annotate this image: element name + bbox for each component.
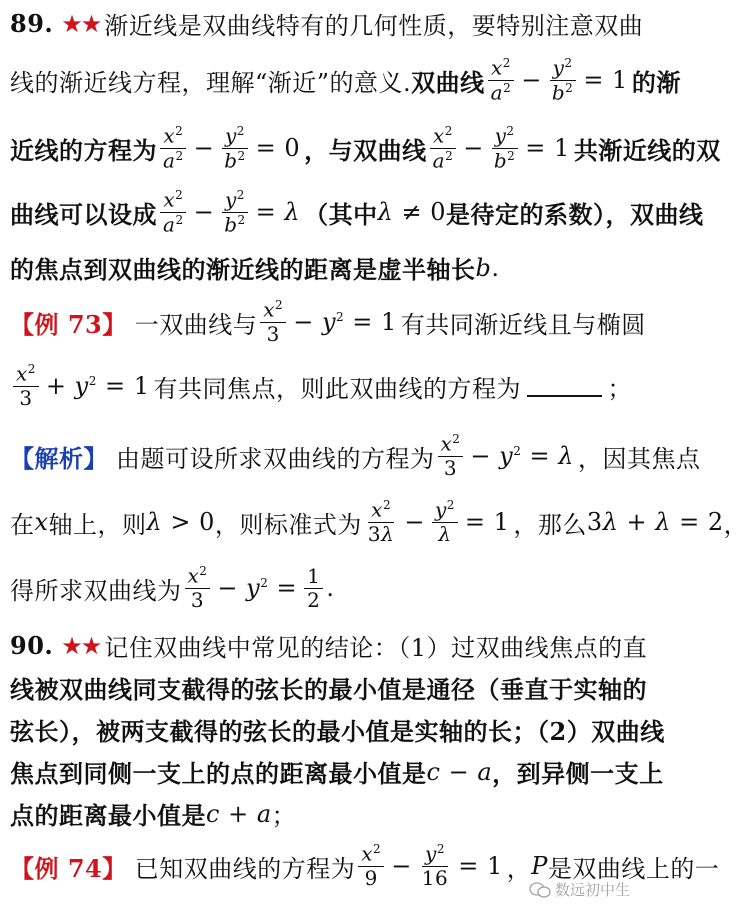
example-74-line-1: 【例 74】 已知双曲线的方程为 $\frac{x^2}{9}$ − $\frac{y^2}{16}$ = 1 ， P 是双曲线上的一 xyxy=(10,841,720,890)
text: b xyxy=(475,253,492,282)
text: ，那么 xyxy=(513,510,587,539)
item-89-line-5 xyxy=(10,250,632,285)
solution-tag: 【解析】 xyxy=(10,443,108,473)
text: 曲线可以设成 xyxy=(10,199,157,229)
fraction: $\frac{y^2}{b^2}$ xyxy=(491,125,518,171)
text: 线的渐近线方程，理解“渐近”的意义. xyxy=(10,68,412,97)
fraction: $\frac{x^2}{a^2}$ xyxy=(160,125,187,171)
fraction: $\frac{x^2}{3}$ xyxy=(13,363,39,409)
text: ； xyxy=(607,374,632,403)
example-tag: 【例 73】 xyxy=(10,309,127,339)
text: 点的距离最小值是 xyxy=(10,801,206,830)
text: 焦点到同侧一支上的点的距离最小值是 xyxy=(10,759,427,788)
fraction: $\frac{x^2}{3}$ xyxy=(438,433,464,479)
item-90-line-2 xyxy=(10,670,647,705)
item-89-line-1 xyxy=(10,6,644,41)
text: ，到异侧一支上 xyxy=(492,759,664,788)
text: 的焦点到双曲线的渐近线的距离是虚半轴长 xyxy=(10,255,476,284)
text: x xyxy=(34,508,49,536)
star-rating-icon: ★★ xyxy=(61,631,101,660)
star-rating-icon: ★★ xyxy=(61,9,101,38)
watermark-text: 数远初中生 xyxy=(554,881,630,899)
answer-blank xyxy=(527,375,601,397)
fraction: $\frac{y^2}{b^2}$ xyxy=(549,57,576,103)
fraction: $\frac{1}{2}$ xyxy=(304,566,323,611)
text: ； xyxy=(271,802,297,830)
fraction: $\frac{x^2}{9}$ xyxy=(358,843,384,889)
text: 记住双曲线中常见的结论：（1）过双曲线焦点的直 xyxy=(104,634,648,662)
fraction: $\frac{y^2}{\lambda}$ xyxy=(432,499,458,545)
item-89-line-2: 线的渐近线方程，理解“渐近”的意义. 双曲线 $\frac{x^2}{a^2}$ − $\frac{y^2}{b^2}$ = 1 的渐 xyxy=(10,55,681,105)
item-number: 89. xyxy=(10,9,54,38)
fraction: $\frac{x^2}{a^2}$ xyxy=(430,125,457,171)
text: 在 xyxy=(10,510,35,539)
item-90-line-1 xyxy=(10,628,648,663)
text: 是待定的系数），双曲线 xyxy=(445,199,704,229)
text: 轴上，则 xyxy=(48,510,147,539)
text: ，则标准式为 xyxy=(214,510,362,539)
item-89-line-3: 近线的方程为 $\frac{x^2}{a^2}$ − $\frac{y^2}{b^2}$ = 0 ，与双曲线 $\frac{x^2}{a^2}$ − $\frac{y^2}{b^2}$ = 1 共渐近线的双 xyxy=(10,123,721,173)
text: 的渐 xyxy=(631,67,681,97)
text: 已知双曲线的方程为 xyxy=(134,854,356,883)
text: （其中 xyxy=(304,199,378,229)
text: 弦长），被两支截得的弦长的最小值是实轴的长；（2）双曲线 xyxy=(10,717,665,746)
fraction: $\frac{x^2}{a^2}$ xyxy=(160,189,187,235)
text: 共渐近线的双 xyxy=(573,135,721,165)
watermark xyxy=(529,879,630,900)
item-90-line-5: 点的距离最小值是 c + a ； xyxy=(10,796,632,831)
fraction: $\frac{x^2}{a^2}$ xyxy=(488,57,515,103)
text: P xyxy=(531,852,548,880)
text: 近线的方程为 xyxy=(10,135,157,165)
text: 线被双曲线同支截得的弦长的最小值是通径（垂直于实轴的 xyxy=(10,675,647,704)
item-number: 90. xyxy=(10,631,54,660)
example-73-line-2: $\frac{x^2}{3}$ + $y^2 = 1$ 有共同焦点，则此双曲线的方程为 ； xyxy=(10,356,632,416)
item-89-line-4: 曲线可以设成 $\frac{x^2}{a^2}$ − $\frac{y^2}{b^2}$ = λ （其中 λ ≠ 0 是待定的系数），双曲线 xyxy=(10,187,704,237)
solution-73-line-3: 得所求双曲线为 $\frac{x^2}{3}$ − $y^2$ = $\frac{1}{2}$ . xyxy=(10,563,335,612)
text: . xyxy=(326,574,335,602)
fraction: $\frac{y^2}{16}$ xyxy=(421,841,449,890)
text: 双曲线 xyxy=(411,67,485,97)
fraction: $\frac{x^2}{3\lambda}$ xyxy=(367,497,395,546)
solution-73-line-2: 在 x 轴上，则 λ > 0 ，则标准式为 $\frac{x^2}{3\lambda}$ − $\frac{y^2}{\lambda}$ = 1 ，那么 3λ + λ = 2 ， xyxy=(10,497,748,546)
wechat-icon xyxy=(529,882,551,898)
text: 是双曲线上的一 xyxy=(547,854,720,883)
text: 一双曲线与 xyxy=(134,310,258,339)
fraction: $\frac{y^2}{b^2}$ xyxy=(221,125,248,171)
solution-73-line-1: 【解析】 由题可设所求双曲线的方程为 $\frac{x^2}{3}$ − $y^2 = \lambda$ ，因其焦点 xyxy=(10,431,701,480)
text: ，与双曲线 xyxy=(304,135,427,165)
example-73-line-1: 【例 73】 一双曲线与 $\frac{x^2}{3}$ − $y^2 = 1$ 有共同渐近线且与椭圆 xyxy=(10,297,646,346)
text: 有共同渐近线且与椭圆 xyxy=(400,310,646,339)
fraction: $\frac{x^2}{3}$ xyxy=(185,565,211,611)
text: ， xyxy=(506,854,532,883)
text: 渐近线是双曲线特有的几何性质，要特别注意双曲 xyxy=(104,12,644,40)
text: . xyxy=(491,253,500,282)
item-90-line-3 xyxy=(10,712,665,747)
text: ，因其焦点 xyxy=(577,444,701,473)
item-90-line-4: 焦点到同侧一支上的点的距离最小值是 c − a ，到异侧一支上 xyxy=(10,754,632,789)
text: 由题可设所求双曲线的方程为 xyxy=(116,444,435,473)
example-tag: 【例 74】 xyxy=(10,853,127,883)
fraction: $\frac{x^2}{3}$ xyxy=(260,299,286,345)
text: 得所求双曲线为 xyxy=(10,576,182,605)
text: 有共同焦点，则此双曲线的方程为 xyxy=(153,374,522,403)
fraction: $\frac{y^2}{b^2}$ xyxy=(221,189,248,235)
